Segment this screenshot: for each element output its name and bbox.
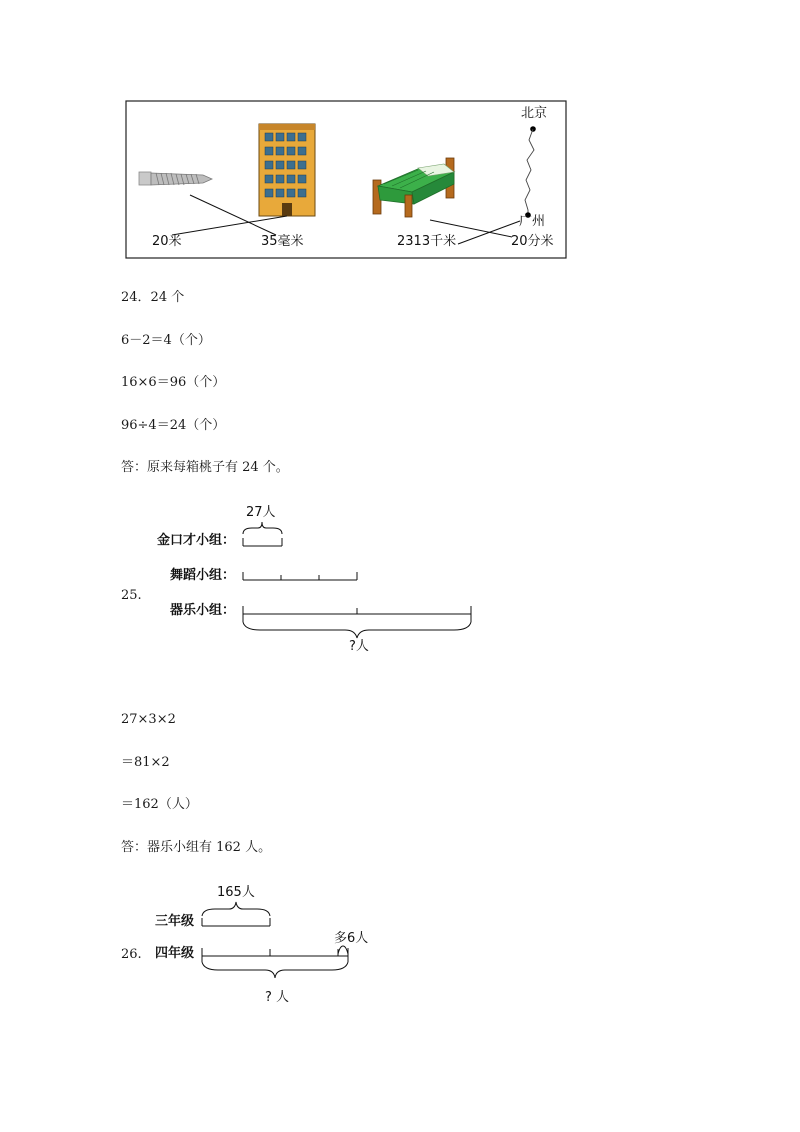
label-beijing: 北京 (521, 106, 548, 121)
q25-step-3: ＝162（人） (121, 797, 198, 812)
q24-step-2: 16×6＝96（个） (121, 375, 226, 390)
q25-step-1: 27×3×2 (121, 712, 176, 727)
q25-row2-label: 舞蹈小组： (170, 568, 236, 583)
q26-row1-label: 三年级 (155, 914, 195, 929)
q26-row2-label: 四年级 (155, 946, 195, 961)
q25-step-2: ＝81×2 (121, 755, 170, 770)
q24-header: 24．24 个 (121, 290, 185, 305)
q26-extra-label: 多6人 (334, 931, 369, 946)
q25-number: 25. (121, 588, 142, 603)
q25-total-label: ?人 (349, 639, 369, 654)
label-20dm: 20分米 (511, 234, 554, 249)
q25-row3-label: 器乐小组： (170, 603, 236, 618)
q26-bottom-brace (202, 962, 348, 978)
q25-row1-label: 金口才小组： (157, 533, 236, 548)
q26-extra-brace (338, 946, 348, 954)
label-20m: 20米 (152, 234, 182, 249)
q25-answer: 答：器乐小组有 162 人。 (121, 840, 272, 855)
q25-top-value: 27人 (246, 505, 276, 520)
q26-top-value: 165人 (217, 885, 255, 900)
label-2313km: 2313千米 (397, 234, 457, 249)
q24-step-1: 6－2＝4（个） (121, 333, 211, 348)
q24-answer: 答：原来每箱桃子有 24 个。 (121, 460, 289, 475)
q26-total-label: ? 人 (265, 990, 290, 1005)
label-35mm: 35毫米 (261, 234, 304, 249)
q26-number: 26. (121, 947, 142, 962)
q24-step-3: 96÷4＝24（个） (121, 418, 226, 433)
label-guangzhou: 广州 (519, 214, 546, 229)
q26-top-brace (202, 902, 270, 916)
